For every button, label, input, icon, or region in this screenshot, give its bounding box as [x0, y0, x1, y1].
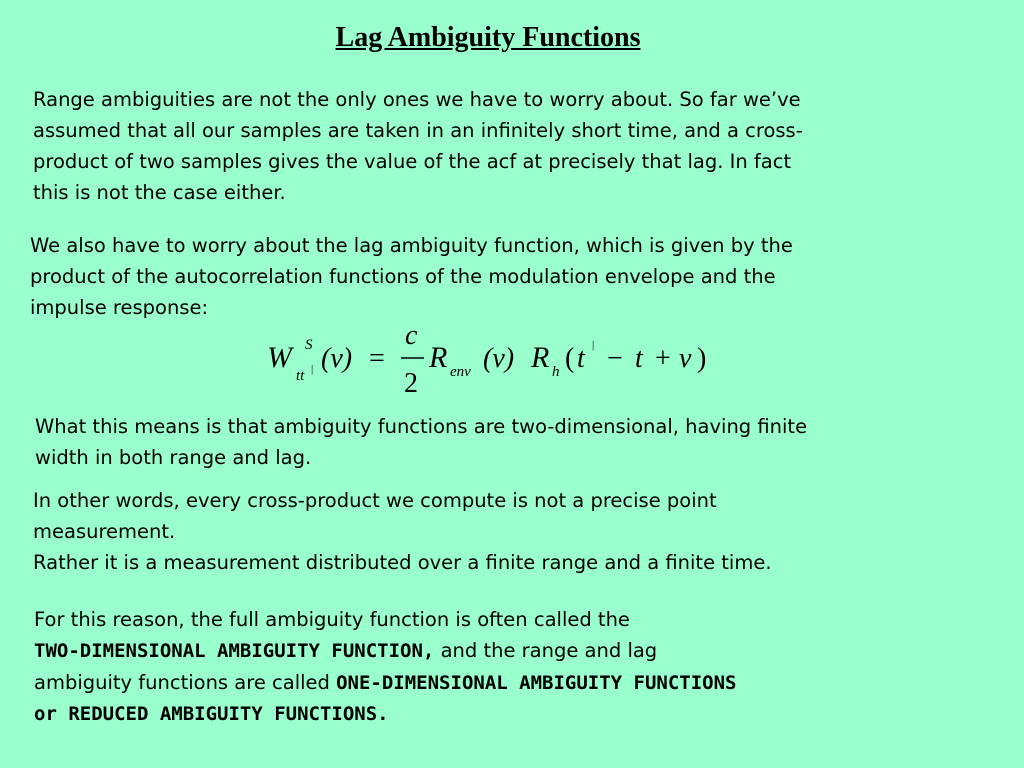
paragraph-lag-ambiguity-intro: [30, 230, 1005, 323]
eq-fraction-numerator: c: [405, 322, 418, 351]
text-line: What this means is that ambiguity functions are two-dimensional, having finite: [35, 415, 808, 438]
text-segment: and the range and lag: [434, 639, 658, 662]
text-line: Rather it is a measurement distributed over a finite range and a finite time.: [33, 551, 772, 574]
eq-prime: |: [311, 363, 314, 375]
eq-t-prime-var: t: [577, 343, 585, 374]
text-line: impulse response:: [30, 296, 209, 319]
paragraph-range-ambiguities: [33, 84, 1008, 208]
eq-w-superscript: S: [305, 337, 313, 353]
paragraph-two-dimensional: [35, 411, 1010, 473]
text-line: [34, 667, 1019, 699]
eq-plus: +: [655, 343, 671, 374]
text-line: We also have to worry about the lag ambiguity function, which is given by the: [30, 234, 793, 257]
eq-w: W: [267, 341, 292, 374]
eq-minus: −: [607, 343, 623, 374]
text-line: measurement.: [33, 520, 176, 543]
paragraph-ambiguity-naming: [34, 604, 1019, 730]
eq-t-prime-mark: |: [592, 339, 595, 351]
text-line: For this reason, the full ambiguity function is often called the: [34, 608, 630, 631]
text-line: assumed that all our samples are taken in an infinitely short time, and a cross-: [33, 119, 803, 142]
eq-nu: ν: [679, 343, 692, 374]
eq-equals: =: [369, 343, 385, 374]
eq-r-h: R: [531, 341, 550, 374]
text-line: product of the autocorrelation functions of the modulation envelope and the: [30, 265, 776, 288]
text-line: [34, 635, 1019, 667]
two-dimensional-term: TWO-DIMENSIONAL AMBIGUITY FUNCTION,: [34, 640, 435, 662]
equation-svg: [265, 322, 725, 402]
eq-lhs-arg: (ν): [321, 343, 353, 374]
eq-r-h-close-paren: ): [697, 343, 707, 374]
eq-w-subscript: tt: [296, 368, 305, 384]
eq-t-var: t: [635, 343, 643, 374]
eq-r-h-subscript: h: [552, 364, 560, 380]
slide-title: [0, 22, 1024, 54]
eq-fraction-denominator: 2: [404, 368, 418, 399]
text-line: product of two samples gives the value of the acf at precisely that lag. In fact: [33, 150, 792, 173]
lag-ambiguity-equation: [265, 322, 725, 402]
reduced-term: or REDUCED AMBIGUITY FUNCTIONS.: [34, 703, 389, 725]
text-line: In other words, every cross-product we compute is not a precise point: [33, 489, 717, 512]
text-line: this is not the case either.: [33, 181, 286, 204]
text-segment: ambiguity functions are called: [34, 671, 337, 694]
text-line: Range ambiguities are not the only ones we have to worry about. So far we’ve: [33, 88, 801, 111]
eq-r-env: R: [429, 341, 448, 374]
eq-r-h-open-paren: (: [565, 343, 575, 374]
text-line: width in both range and lag.: [35, 446, 312, 469]
slide-title-text: Lag Ambiguity Functions: [335, 22, 641, 53]
eq-r-env-subscript: env: [450, 364, 471, 380]
one-dimensional-term: ONE-DIMENSIONAL AMBIGUITY FUNCTIONS: [336, 672, 737, 694]
paragraph-cross-product: [33, 485, 1008, 578]
eq-r-env-arg: (ν): [483, 343, 515, 374]
